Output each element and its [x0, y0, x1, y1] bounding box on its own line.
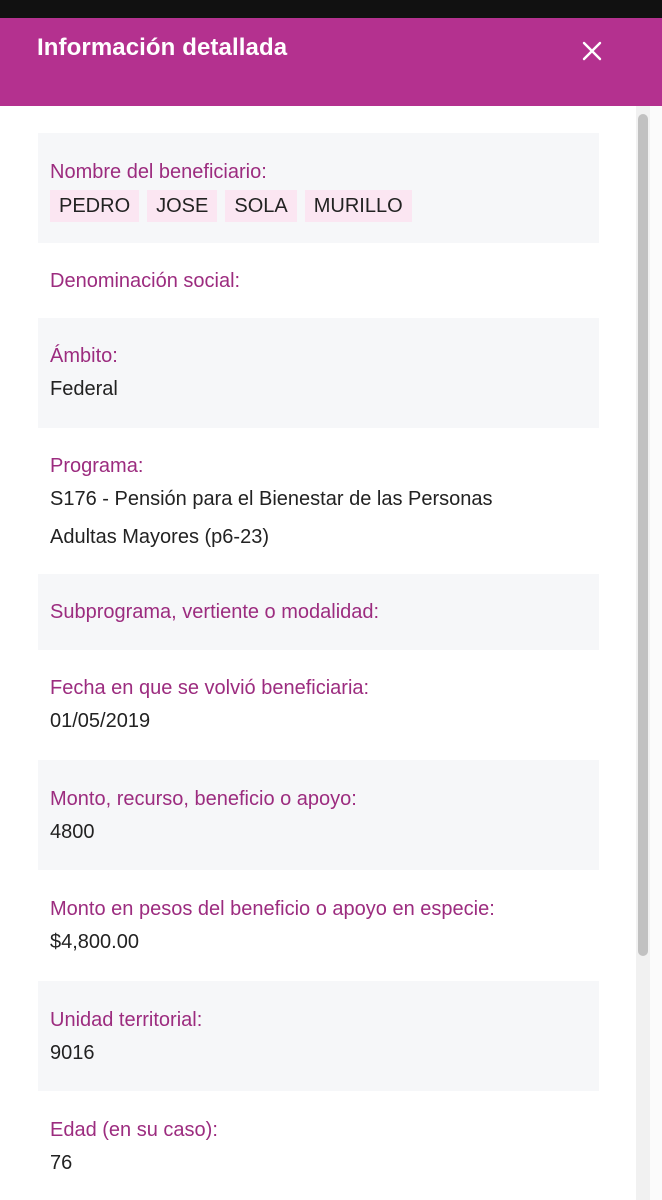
close-icon	[582, 41, 602, 61]
field-label: Edad (en su caso):	[50, 1119, 218, 1141]
field-label: Monto, recurso, beneficio o apoyo:	[50, 788, 357, 810]
detail-modal	[0, 18, 662, 1200]
name-chip: PEDRO	[50, 190, 139, 222]
field-label: Programa:	[50, 455, 144, 477]
name-chip: JOSE	[147, 190, 217, 222]
field-monto-pesos	[38, 870, 599, 981]
field-unidad	[38, 981, 599, 1091]
name-chips	[50, 190, 599, 222]
field-label: Subprograma, vertiente o modalidad:	[50, 601, 380, 623]
edge-strip	[650, 106, 662, 1200]
field-value: 4800	[50, 821, 95, 843]
field-programa	[38, 428, 599, 574]
close-button[interactable]	[576, 35, 608, 67]
status-bar	[0, 0, 662, 18]
field-label: Nombre del beneficiario:	[50, 161, 267, 183]
field-denominacion	[38, 243, 599, 318]
modal-title: Información detallada	[37, 34, 288, 61]
field-value: Adultas Mayores (p6-23)	[50, 526, 269, 548]
scrollbar-thumb[interactable]	[638, 114, 648, 956]
field-value: $4,800.00	[50, 931, 139, 953]
field-value: 76	[50, 1152, 73, 1174]
field-label: Unidad territorial:	[50, 1009, 203, 1031]
name-chip: MURILLO	[305, 190, 412, 222]
field-value: S176 - Pensión para el Bienestar de las Personas	[50, 488, 493, 510]
field-monto	[38, 760, 599, 870]
field-value: Federal	[50, 378, 118, 400]
field-edad	[38, 1091, 599, 1200]
modal-body	[0, 106, 662, 1200]
name-chip: SOLA	[225, 190, 296, 222]
modal-header	[0, 18, 662, 106]
field-value: 01/05/2019	[50, 710, 151, 732]
field-label: Monto en pesos del beneficio o apoyo en especie:	[50, 898, 495, 920]
field-ambito	[38, 318, 599, 428]
field-beneficiario	[38, 133, 599, 243]
field-subprograma	[38, 574, 599, 650]
field-label: Denominación social:	[50, 270, 241, 292]
field-value: 9016	[50, 1042, 95, 1064]
field-label: Ámbito:	[50, 345, 118, 367]
field-label: Fecha en que se volvió beneficiaria:	[50, 677, 370, 699]
field-fecha	[38, 650, 599, 760]
